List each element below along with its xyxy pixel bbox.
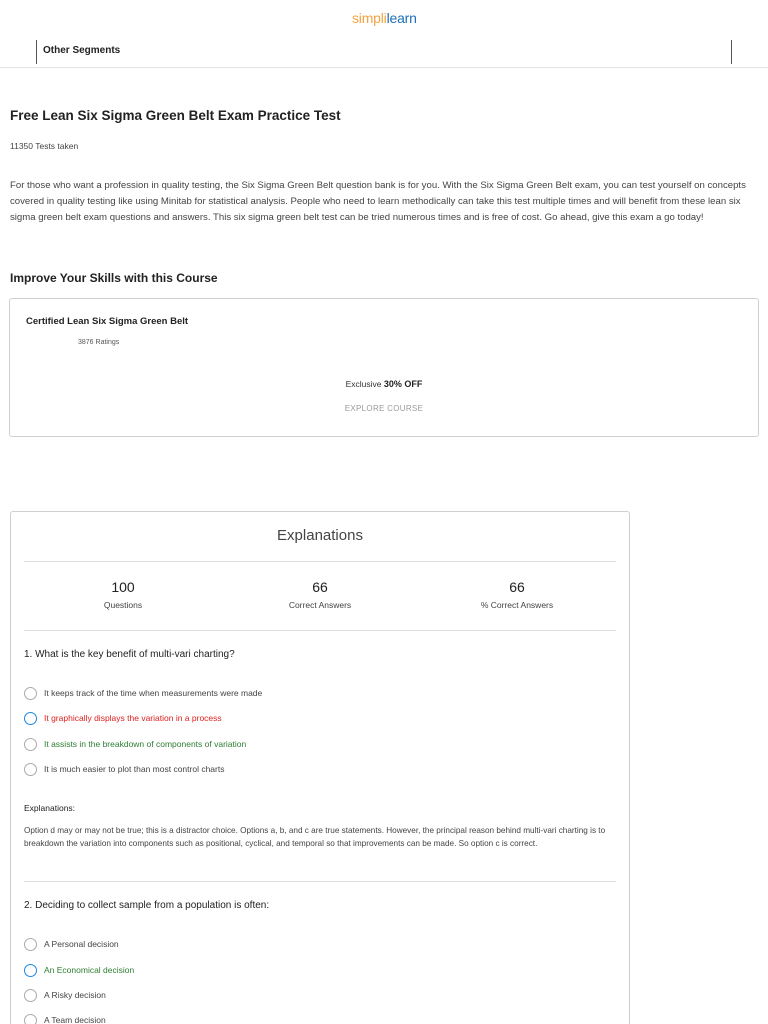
course-offer	[10, 379, 758, 389]
option-label: A Team decision	[44, 1015, 106, 1024]
course-ratings: 3876 Ratings	[78, 339, 120, 346]
divider	[36, 40, 37, 64]
simplilearn-logo[interactable]: simplilearn	[352, 10, 417, 26]
explanations-card	[10, 511, 630, 1024]
course-card[interactable]	[9, 298, 759, 437]
option-label: It is much easier to plot than most control charts	[44, 764, 225, 774]
explore-course-button[interactable]: EXPLORE COURSE	[344, 404, 424, 413]
question-text: 2. Deciding to collect sample from a population is often:	[24, 900, 270, 911]
page-title: Free Lean Six Sigma Green Belt Exam Practice Test	[10, 108, 341, 123]
stat-label: Correct Answers	[288, 600, 352, 610]
stat-number: 66	[509, 579, 525, 595]
option-label: An Economical decision	[44, 965, 135, 975]
radio-button[interactable]	[24, 763, 37, 776]
answer-option[interactable]	[24, 686, 262, 700]
segments-bar	[0, 34, 768, 68]
option-label: It assists in the breakdown of components of variation	[44, 739, 247, 749]
radio-button[interactable]	[24, 938, 37, 951]
answer-option[interactable]	[24, 988, 106, 1002]
top-header	[0, 0, 768, 34]
radio-button[interactable]	[24, 712, 37, 725]
radio-button[interactable]	[24, 687, 37, 700]
radio-button[interactable]	[24, 964, 37, 977]
explanation-text: Option d may or may not be true; this is a distractor choice. Options a, b, and c are true statements. However, the principal reason behind multi-vari charting is to breakdown the variation into components such as positional, cyclical, and temporal so that improvements can be made. So option c is correct.	[24, 826, 606, 848]
tests-taken-count: 11350 Tests taken	[10, 141, 79, 151]
answer-option[interactable]	[24, 937, 119, 951]
page-description: For those who want a profession in quality testing, the Six Sigma Green Belt question bank is for you. With the Six Sigma Green Belt exam, you can test yourself on concepts covered in quality testing like using Minitab for statistical analysis. People who need to learn methodically can take this test multiple times and will benefit from these lean six sigma green belt exam questions and answers. This six sigma green belt test can be tried numerous times and is free of cost. Go ahead, give this exam a go today!	[10, 180, 746, 223]
answer-option[interactable]	[24, 1013, 106, 1024]
option-label: A Personal decision	[44, 939, 119, 949]
explanations-title: Explanations	[277, 527, 363, 544]
stat-label: % Correct Answers	[480, 600, 554, 610]
stat-number: 66	[312, 579, 328, 595]
answer-option[interactable]	[24, 963, 134, 977]
answer-option[interactable]	[24, 711, 222, 725]
radio-button[interactable]	[24, 1014, 37, 1024]
other-segments-link[interactable]: Other Segments	[43, 45, 121, 56]
option-label: It keeps track of the time when measurements were made	[44, 688, 263, 698]
stat-percent-correct	[417, 579, 617, 610]
offer-prefix: Exclusive	[345, 379, 382, 389]
radio-button[interactable]	[24, 989, 37, 1002]
offer-value: 30% OFF	[383, 379, 423, 389]
stat-number: 100	[111, 579, 135, 595]
answer-option[interactable]	[24, 762, 224, 776]
stat-correct-answers	[220, 579, 420, 610]
course-name[interactable]: Certified Lean Six Sigma Green Belt	[26, 316, 189, 327]
divider	[24, 881, 616, 882]
radio-button[interactable]	[24, 738, 37, 751]
stat-label: Questions	[103, 600, 143, 610]
stat-questions	[23, 579, 223, 610]
divider	[731, 40, 732, 64]
improve-skills-heading: Improve Your Skills with this Course	[10, 271, 218, 285]
divider	[24, 561, 616, 562]
option-label: A Risky decision	[44, 990, 106, 1000]
option-label: It graphically displays the variation in a process	[44, 713, 222, 723]
explanation-label: Explanations:	[24, 803, 76, 813]
divider	[24, 630, 616, 631]
question-text: 1. What is the key benefit of multi-vari charting?	[24, 649, 235, 660]
answer-option[interactable]	[24, 737, 246, 751]
